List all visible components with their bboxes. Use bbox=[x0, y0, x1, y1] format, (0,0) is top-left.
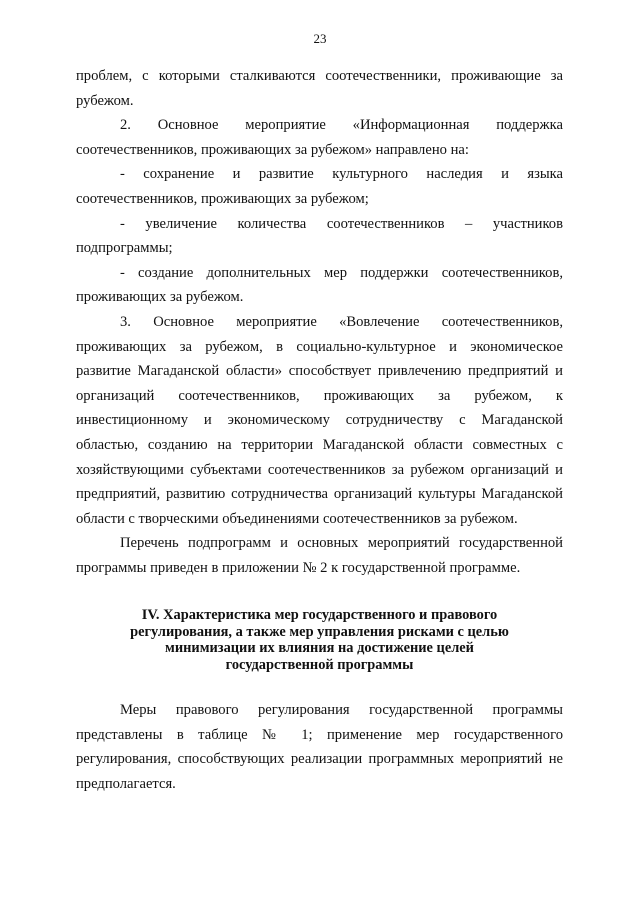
paragraph-list-reference: Перечень подпрограмм и основных мероприятий государственной программы приведен в приложении № 2 к государственной программе. bbox=[76, 535, 563, 576]
heading-line: IV. Характеристика мер государственного и правового bbox=[141, 607, 498, 624]
heading-line: государственной программы bbox=[225, 656, 414, 673]
document-body bbox=[76, 64, 563, 796]
heading-line: регулирования, а также мер управления рисками с целью bbox=[130, 623, 509, 640]
bullet-additional-measures: - создание дополнительных мер поддержки соотечественников, проживающих за рубежом. bbox=[76, 264, 563, 306]
bullet-increase: - увеличение количества соотечественников – участников подпрограммы; bbox=[76, 215, 563, 257]
paragraph-item-2: 2. Основное мероприятие «Информационная поддержка соотечественников, проживающих за рубежом» направлено на: bbox=[76, 117, 563, 158]
paragraph-regulation: Меры правового регулирования государственной программы представлены в таблице № 1; применение мер государственного регулирования, способствующих реализации программных мероприятий не предполагается. bbox=[76, 702, 563, 792]
paragraph-continuation: проблем, с которыми сталкиваются соотечественники, проживающие за рубежом. bbox=[76, 68, 563, 109]
page-number: 23 bbox=[313, 31, 327, 46]
paragraph-item-3: 3. Основное мероприятие «Вовлечение соотечественников, проживающих за рубежом, в социально-культурное и экономическое развитие Магаданской области» способствует привлечению предприятий и организаций соотечественников, проживающих за рубежом, к инвестиционному и экономическому сотрудничеству с Магаданской областью, созданию на территории Магаданской области совместных с хозяйствующими субъектами соотечественников за рубежом организаций и предприятий, развитию сотрудничества организаций культуры Магаданской области с творческими объединениями соотечественников за рубежом. bbox=[76, 313, 563, 527]
bullet-preservation: - сохранение и развитие культурного наследия и языка соотечественников, проживающих за рубежом; bbox=[76, 166, 563, 207]
section-heading bbox=[76, 607, 563, 673]
heading-line: минимизации их влияния на достижение целей bbox=[165, 640, 474, 657]
